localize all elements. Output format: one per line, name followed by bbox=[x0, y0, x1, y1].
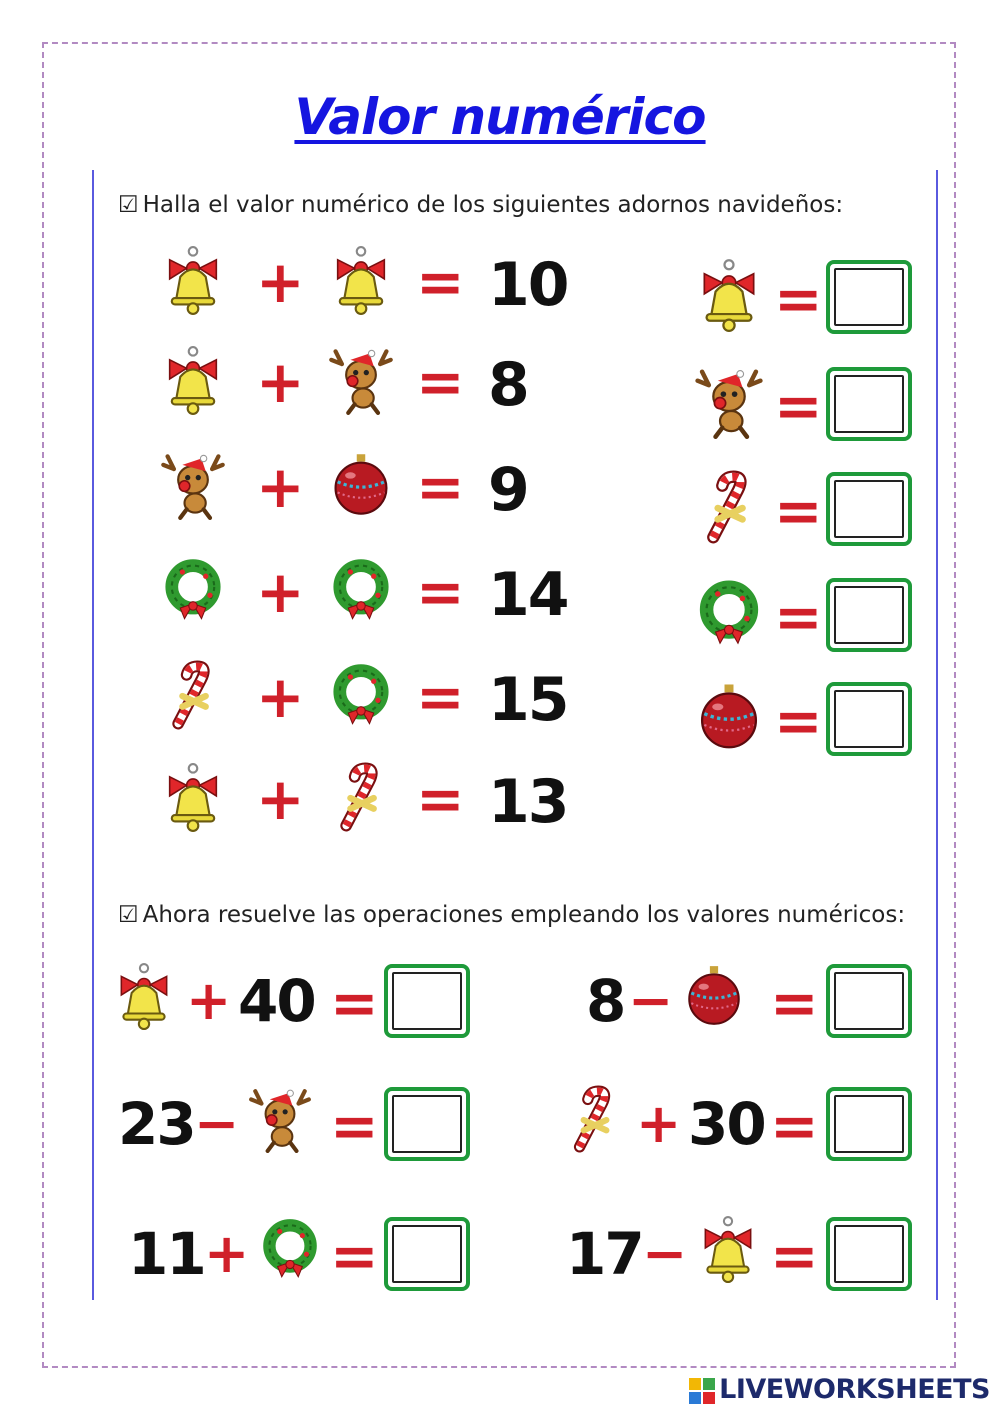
bell-icon bbox=[326, 245, 396, 315]
operator: − bbox=[642, 1222, 688, 1285]
equals-operator: = bbox=[416, 558, 465, 626]
page-title: Valor numérico bbox=[294, 88, 706, 146]
bell-icon bbox=[158, 245, 228, 315]
instruction-1 bbox=[118, 192, 843, 218]
reindeer-icon bbox=[326, 345, 396, 415]
checkbox-icon: ☑ bbox=[118, 902, 139, 928]
wreath-icon bbox=[158, 555, 228, 625]
operand-number: 11 bbox=[128, 1220, 205, 1288]
reindeer-icon bbox=[246, 1085, 314, 1153]
checkbox-icon: ☑ bbox=[118, 192, 139, 218]
equals-operator: = bbox=[416, 453, 465, 521]
brand-text: LIVEWORKSHEETS bbox=[719, 1374, 990, 1405]
wreath-icon bbox=[326, 555, 396, 625]
equals-operator: = bbox=[330, 1222, 379, 1290]
equals-operator: = bbox=[774, 477, 823, 545]
left-margin-line bbox=[92, 170, 94, 1300]
plus-operator: + bbox=[256, 348, 305, 416]
result-box[interactable] bbox=[384, 1087, 470, 1161]
operand-number: 40 bbox=[238, 967, 315, 1035]
result-box[interactable] bbox=[384, 964, 470, 1038]
plus-operator: + bbox=[256, 663, 305, 731]
ornament-icon bbox=[680, 962, 748, 1030]
operator: + bbox=[186, 969, 232, 1032]
equals-operator: = bbox=[770, 1092, 819, 1160]
candy-cane-icon bbox=[560, 1085, 628, 1153]
liveworksheets-logo[interactable] bbox=[689, 1374, 990, 1405]
plus-operator: + bbox=[256, 453, 305, 521]
bell-icon bbox=[692, 258, 766, 332]
bell-icon bbox=[694, 1215, 762, 1283]
operand-number: 23 bbox=[118, 1090, 195, 1158]
operator: − bbox=[194, 1092, 240, 1155]
equals-operator: = bbox=[774, 583, 823, 651]
reindeer-icon bbox=[158, 450, 228, 520]
equals-operator: = bbox=[774, 265, 823, 333]
instruction-text: Halla el valor numérico de los siguientes adornos navideños: bbox=[142, 192, 844, 218]
result-box[interactable] bbox=[384, 1217, 470, 1291]
liveworksheets-badge-icon bbox=[689, 1378, 715, 1404]
equals-operator: = bbox=[416, 765, 465, 833]
equals-operator: = bbox=[774, 687, 823, 755]
bell-icon bbox=[158, 762, 228, 832]
equals-operator: = bbox=[330, 969, 379, 1037]
equation-result: 14 bbox=[488, 560, 568, 630]
equation-result: 15 bbox=[488, 665, 568, 735]
answer-box-ornament[interactable] bbox=[826, 682, 912, 756]
instruction-2 bbox=[118, 902, 905, 928]
candy-cane-icon bbox=[158, 660, 228, 730]
result-box[interactable] bbox=[826, 964, 912, 1038]
equals-operator: = bbox=[416, 248, 465, 316]
equals-operator: = bbox=[774, 372, 823, 440]
answer-box-bell[interactable] bbox=[826, 260, 912, 334]
operator: + bbox=[204, 1222, 250, 1285]
equals-operator: = bbox=[416, 663, 465, 731]
operator: + bbox=[636, 1092, 682, 1155]
equals-operator: = bbox=[770, 969, 819, 1037]
result-box[interactable] bbox=[826, 1087, 912, 1161]
ornament-icon bbox=[692, 680, 766, 754]
equation-result: 10 bbox=[488, 250, 568, 320]
equals-operator: = bbox=[770, 1222, 819, 1290]
equation-result: 8 bbox=[488, 350, 528, 420]
candy-cane-icon bbox=[326, 762, 396, 832]
answer-box-candy-cane[interactable] bbox=[826, 472, 912, 546]
wreath-icon bbox=[692, 576, 766, 650]
result-box[interactable] bbox=[826, 1217, 912, 1291]
wreath-icon bbox=[256, 1215, 324, 1283]
operator: − bbox=[628, 969, 674, 1032]
operand-number: 17 bbox=[566, 1220, 643, 1288]
bell-icon bbox=[110, 962, 178, 1030]
candy-cane-icon bbox=[692, 470, 766, 544]
equation-result: 13 bbox=[488, 767, 568, 837]
reindeer-icon bbox=[692, 365, 766, 439]
right-margin-line bbox=[936, 170, 938, 1300]
instruction-text: Ahora resuelve las operaciones empleando los valores numéricos: bbox=[142, 902, 906, 928]
answer-box-reindeer[interactable] bbox=[826, 367, 912, 441]
ornament-icon bbox=[326, 450, 396, 520]
answer-box-wreath[interactable] bbox=[826, 578, 912, 652]
bell-icon bbox=[158, 345, 228, 415]
equation-result: 9 bbox=[488, 455, 528, 525]
operand-number: 30 bbox=[688, 1090, 765, 1158]
equals-operator: = bbox=[330, 1092, 379, 1160]
plus-operator: + bbox=[256, 248, 305, 316]
plus-operator: + bbox=[256, 558, 305, 626]
wreath-icon bbox=[326, 660, 396, 730]
operand-number: 8 bbox=[586, 967, 625, 1035]
equals-operator: = bbox=[416, 348, 465, 416]
plus-operator: + bbox=[256, 765, 305, 833]
